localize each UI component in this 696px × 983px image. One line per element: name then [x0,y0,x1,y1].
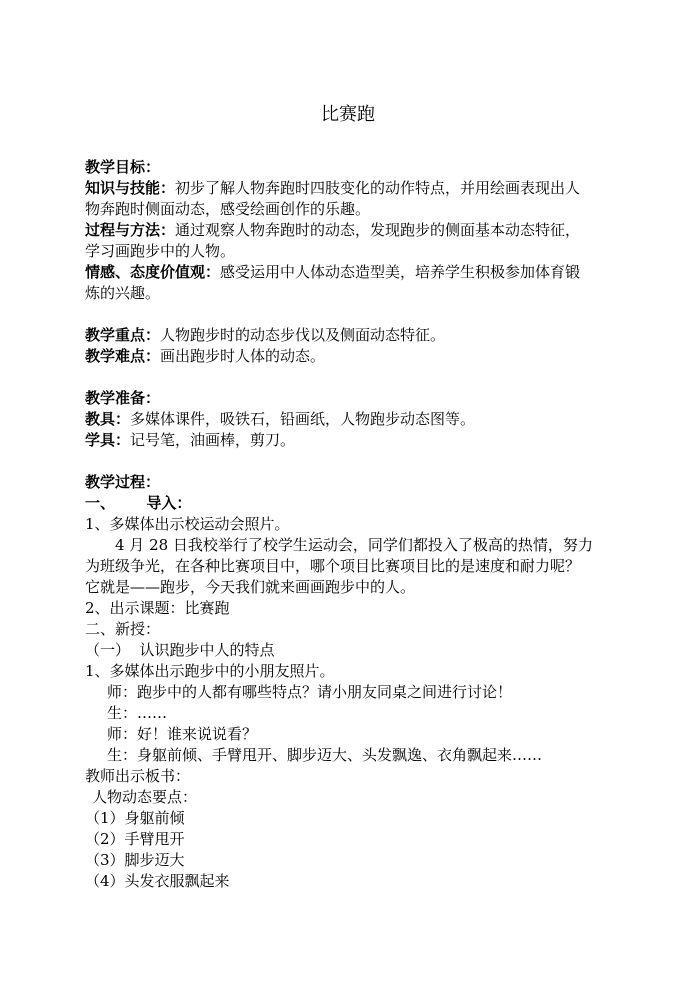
knowledge-line-1 [85,178,625,199]
process-text-1: 通过观察人物奔跑时的动态，发现跑步的侧面基本动态特征， [175,221,581,239]
process-line-2: 学习画跑步中的人物。 [85,242,236,260]
student-tools-text: 记号笔，油画棒，剪刀。 [130,431,296,449]
new-section-heading: 二、新授： [85,620,161,638]
teacher-tools-text: 多媒体课件，吸铁石，铅画纸，人物跑步动态图等。 [130,410,476,428]
intro-step-2: 2、出示课题：比赛跑 [85,599,230,617]
objectives-heading: 教学目标： [85,158,161,176]
spacer [85,304,625,325]
emotion-label: 情感、态度价值观： [85,263,221,281]
knowledge-text-1: 初步了解人物奔跑时四肢变化的动作特点，并用绘画表现出人 [175,179,581,197]
process-label: 过程与方法： [85,221,176,239]
intro-paragraph-line-2: 为班级争光，在各种比赛项目中，哪个项目比赛项目比的是速度和耐力呢？ [85,557,581,575]
intro-paragraph-line-3: 它就是——跑步，今天我们就来画画跑步中的人。 [85,578,416,596]
sub-section-1: （一） 认识跑步中人的特点 [85,641,275,659]
emotion-line-2: 炼的兴趣。 [85,284,161,302]
spacer [85,367,625,388]
knowledge-line-2: 物奔跑时侧面动态，感受绘画创作的乐趣。 [85,200,371,218]
intro-step-1: 1、多媒体出示校运动会照片。 [85,515,290,533]
spacer [85,451,625,472]
board-point-1: （1）身躯前倾 [85,809,185,827]
intro-heading: 一、 导入： [85,494,192,512]
difficulty-line [85,346,625,367]
dialog-line-3: 师：好！谁来说说看？ [107,725,258,743]
dialog-line-4: 生：身躯前倾、手臂甩开、脚步迈大、头发飘逸、衣角飘起来…… [107,746,543,764]
emotion-text-1: 感受运用中人体动态造型美，培养学生积极参加体育锻 [220,263,581,281]
board-point-4: （4）头发衣服飘起来 [85,872,230,890]
focus-text: 人物跑步时的动态步伐以及侧面动态特征。 [160,326,446,344]
page-title: 比赛跑 [321,104,375,125]
emotion-line-1 [85,262,625,283]
difficulty-label: 教学难点： [85,347,161,365]
student-tools-line [85,430,625,451]
board-heading: 人物动态要点： [92,788,198,806]
process-line-1 [85,220,625,241]
difficulty-text: 画出跑步时人体的动态。 [160,347,326,365]
knowledge-label: 知识与技能： [85,179,176,197]
teacher-tools-line [85,409,625,430]
focus-line [85,325,625,346]
intro-paragraph-line-1: 4 月 28 日我校举行了校学生运动会，同学们都投入了极高的热情，努力 [115,536,593,554]
dialog-line-1: 师：跑步中的人都有哪些特点？请小朋友同桌之间进行讨论！ [107,683,513,701]
dialog-line-2: 生：…… [107,704,168,722]
board-intro: 教师出示板书： [85,767,191,785]
process-heading: 教学过程： [85,473,161,491]
sub-section-1-step-1: 1、多媒体出示跑步中的小朋友照片。 [85,662,335,680]
board-point-2: （2）手臂甩开 [85,830,185,848]
teacher-tools-label: 教具： [85,410,131,428]
preparation-heading: 教学准备： [85,389,161,407]
student-tools-label: 学具： [85,431,131,449]
document-body [85,157,625,892]
board-point-3: （3）脚步迈大 [85,851,185,869]
focus-label: 教学重点： [85,326,161,344]
